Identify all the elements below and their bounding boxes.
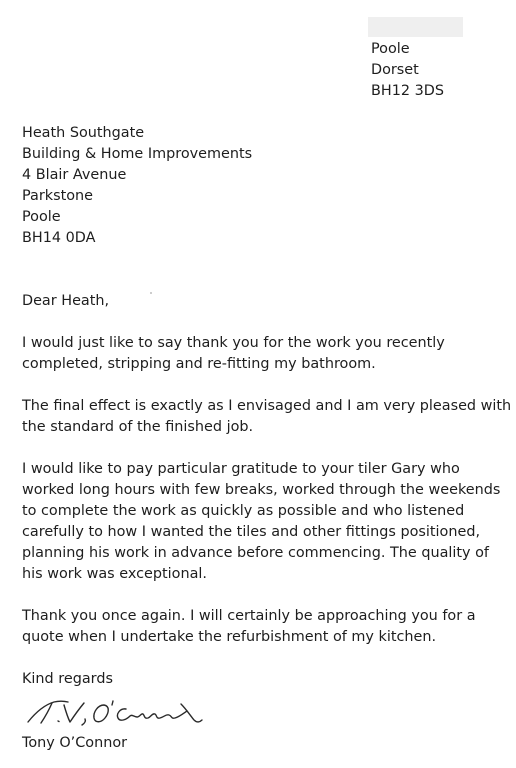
body-paragraph: I would just like to say thank you for the work you recently completed, stripping and re-fitting my bathroom.	[22, 335, 445, 372]
handwritten-signature	[14, 692, 214, 732]
recipient-street: 4 Blair Avenue	[22, 167, 127, 183]
redacted-address-line	[368, 17, 463, 37]
sender-address-line: Dorset	[371, 62, 419, 78]
recipient-company: Building & Home Improvements	[22, 146, 253, 162]
sender-address	[371, 39, 444, 102]
recipient-district: Parkstone	[22, 188, 94, 204]
closing: Kind regards	[22, 671, 113, 687]
recipient-name: Heath Southgate	[22, 125, 145, 141]
salutation: Dear Heath,	[22, 293, 110, 309]
sender-address-line: Poole	[371, 41, 410, 57]
scan-speck	[150, 292, 152, 294]
recipient-address	[22, 123, 252, 249]
signer-name: Tony O’Connor	[22, 735, 128, 751]
body-paragraph: Thank you once again. I will certainly be approaching you for a quote when I undertake the refurbishment of my kitchen.	[22, 608, 476, 645]
body-paragraph: I would like to pay particular gratitude to your tiler Gary who worked long hours with few breaks, worked through the weekends to complete the work as quickly as possible and who listened carefully to how I wanted the tiles and other fittings positioned, planning his work in advance before commencing. The quality of his work was exceptional.	[22, 461, 501, 582]
recipient-town: Poole	[22, 209, 61, 225]
sender-address-line: BH12 3DS	[371, 83, 444, 99]
recipient-postcode: BH14 0DA	[22, 230, 96, 246]
body-paragraph: The final effect is exactly as I envisaged and I am very pleased with the standard of the finished job.	[22, 398, 512, 435]
